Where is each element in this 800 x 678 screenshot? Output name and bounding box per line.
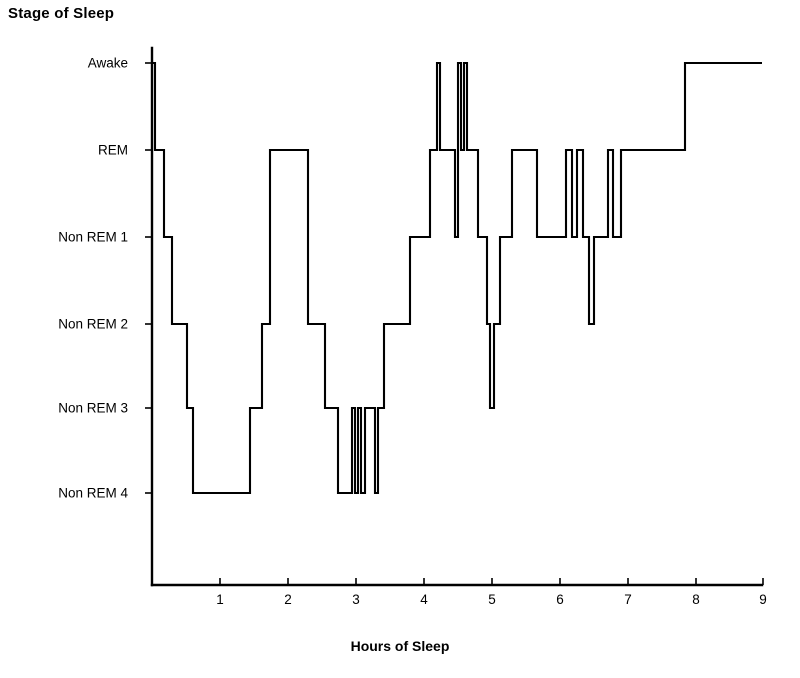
ytick-label-non-rem-1: Non REM 1 xyxy=(58,229,128,245)
xtick-label-8: 8 xyxy=(692,592,700,607)
sleep-stage-trace xyxy=(152,63,762,493)
xtick-label-3: 3 xyxy=(352,592,360,607)
ytick-label-non-rem-2: Non REM 2 xyxy=(58,316,128,332)
xtick-label-2: 2 xyxy=(284,592,292,607)
xtick-label-7: 7 xyxy=(624,592,632,607)
x-axis-label: Hours of Sleep xyxy=(350,638,450,654)
xtick-label-6: 6 xyxy=(556,592,564,607)
xtick-label-9: 9 xyxy=(759,592,767,607)
xtick-label-5: 5 xyxy=(488,592,496,607)
xtick-label-1: 1 xyxy=(216,592,224,607)
chart-title: Stage of Sleep xyxy=(8,5,115,22)
ytick-label-rem: REM xyxy=(98,142,128,158)
xtick-label-4: 4 xyxy=(420,592,428,607)
ytick-label-non-rem-4: Non REM 4 xyxy=(58,485,128,501)
ytick-label-awake: Awake xyxy=(87,55,128,71)
ytick-label-non-rem-3: Non REM 3 xyxy=(58,400,128,416)
